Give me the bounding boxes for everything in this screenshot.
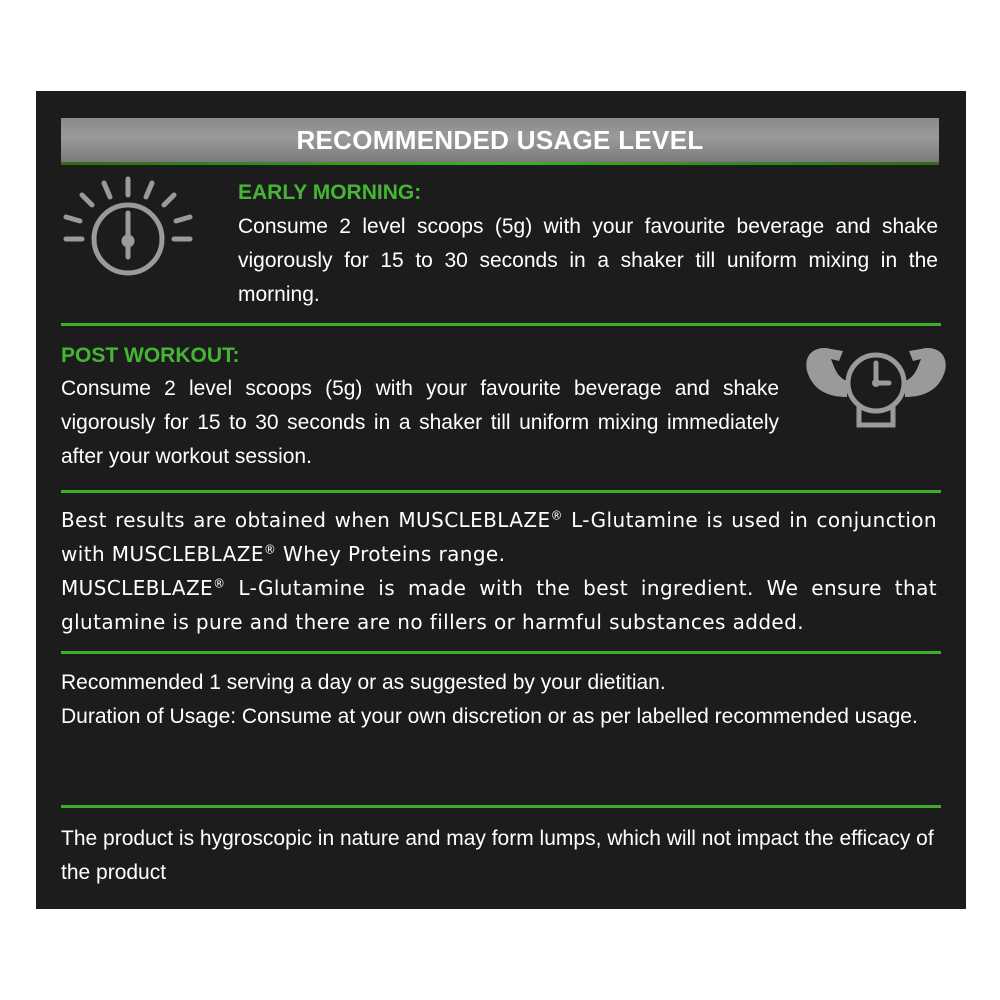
registered-mark: ® <box>213 576 226 591</box>
page-title: RECOMMENDED USAGE LEVEL <box>296 124 704 155</box>
best-results-part-4: MUSCLEBLAZE <box>61 576 214 600</box>
hygroscopic-note: The product is hygroscopic in nature and may form lumps, which will not impact the efficacy of the product <box>61 827 934 884</box>
early-morning-title: EARLY MORNING: <box>238 181 422 204</box>
divider-3 <box>61 651 941 654</box>
divider-4 <box>61 805 941 808</box>
post-workout-text: Consume 2 level scoops (5g) with your favourite beverage and shake vigorously for 15 to 30 seconds in a shaker till uniform mixing immediately after your workout session. <box>61 377 779 468</box>
usage-panel <box>36 91 966 909</box>
registered-mark: ® <box>263 542 277 557</box>
best-results-part-2: L-Glutamine is used in conjunction with MUSCLEBLAZE <box>61 508 937 566</box>
best-results-part-3: Whey Proteins range. <box>276 542 506 566</box>
header-underline <box>61 162 939 165</box>
registered-mark: ® <box>550 508 563 523</box>
muscle-clock-icon <box>801 341 951 433</box>
recommendation-line-2: Duration of Usage: Consume at your own discretion or as per labelled recommended usage. <box>61 705 918 728</box>
recommendation-block <box>61 666 941 734</box>
clock-sunrise-icon <box>60 173 200 283</box>
best-results-text <box>61 503 937 639</box>
best-results-line-2 <box>61 571 937 639</box>
header-bar <box>61 118 939 162</box>
post-workout-title: POST WORKOUT: <box>61 344 240 367</box>
divider-2 <box>61 490 941 493</box>
early-morning-text: Consume 2 level scoops (5g) with your favourite beverage and shake vigorously for 15 to 30 seconds in a shaker till uniform mixing in the morning. <box>238 215 938 306</box>
divider-1 <box>61 323 941 326</box>
best-results-part-1: Best results are obtained when MUSCLEBLAZE <box>61 508 551 532</box>
best-results-part-5: L-Glutamine is made with the best ingredient. We ensure that glutamine is pure and there are no fillers or harmful substances added. <box>61 576 937 634</box>
recommendation-line-1: Recommended 1 serving a day or as suggested by your dietitian. <box>61 671 666 694</box>
